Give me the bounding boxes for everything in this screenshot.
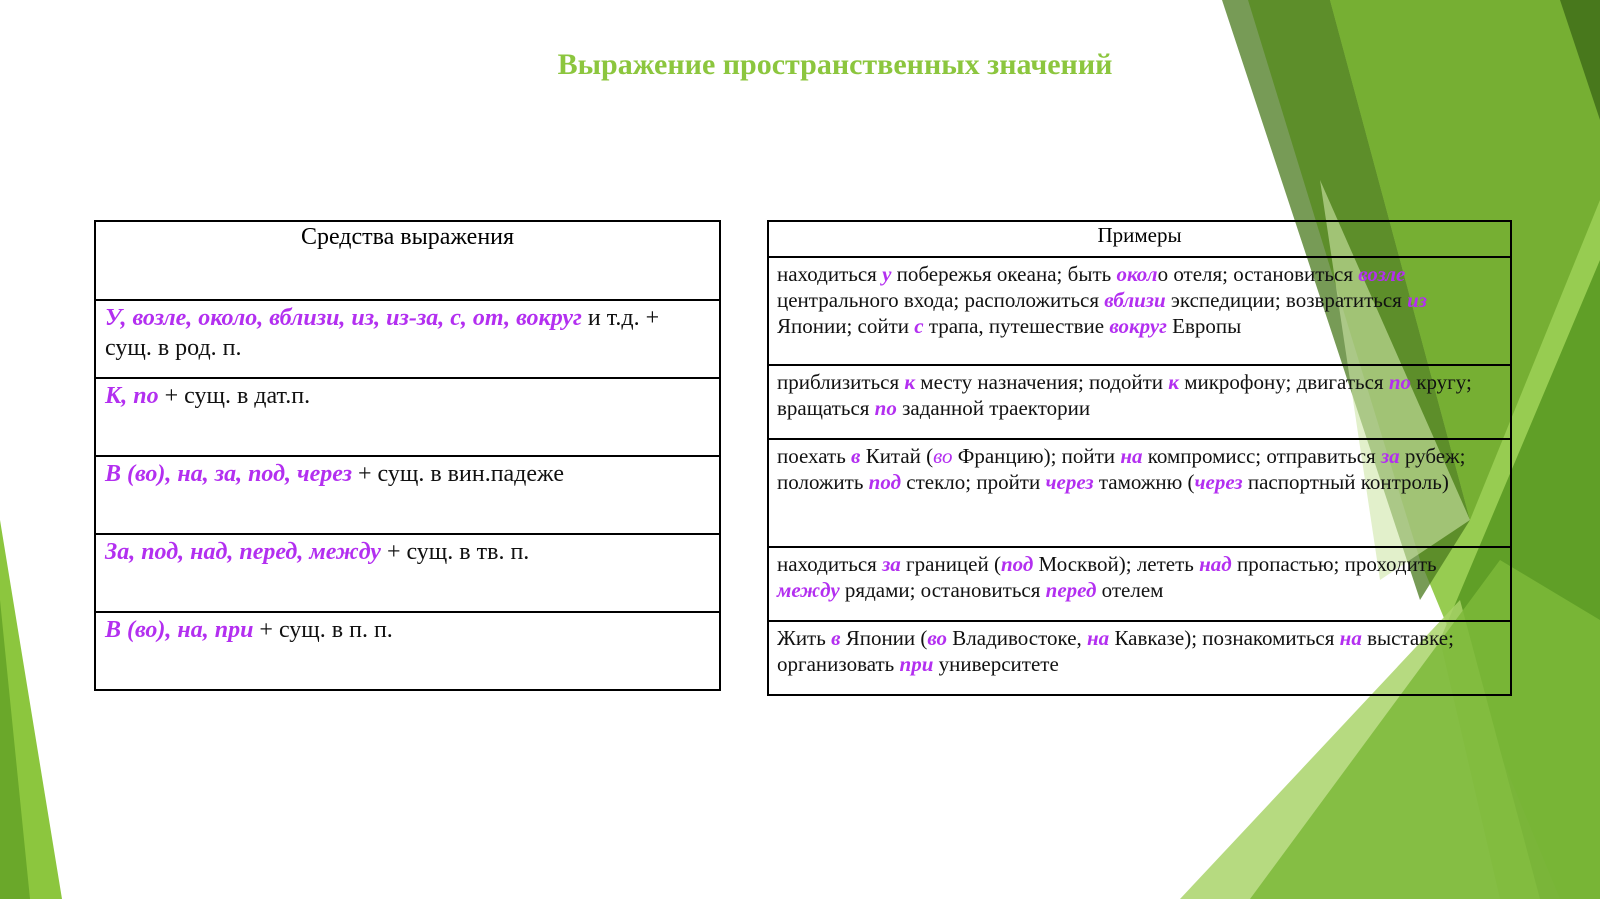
- case-text: + сущ. в вин.падеже: [351, 461, 564, 487]
- example-text: находиться: [777, 552, 883, 576]
- example-text: побережья океана; быть: [891, 262, 1117, 286]
- means-row: [95, 612, 720, 690]
- preposition-highlight: через: [1194, 470, 1243, 494]
- example-text: кругу; вращаться: [777, 370, 1472, 420]
- preposition-highlight: окол: [1116, 262, 1158, 286]
- examples-cell: [768, 365, 1511, 439]
- means-cell: [95, 534, 720, 612]
- example-text: экспедиции; возвратиться: [1165, 288, 1408, 312]
- means-row: [95, 300, 720, 378]
- preposition-highlight: вблизи: [1104, 288, 1166, 312]
- example-text: Москвой); лететь: [1033, 552, 1200, 576]
- means-cell: [95, 612, 720, 690]
- preposition-highlight: при: [899, 652, 934, 676]
- prepositions-text: В (во), на, при: [105, 617, 254, 643]
- case-text: + сущ. в тв. п.: [380, 539, 530, 565]
- example-text: Японии; сойти: [777, 314, 915, 338]
- example-text: границей (: [900, 552, 1001, 576]
- example-text: Кавказе); познакомиться: [1109, 626, 1340, 650]
- examples-row: [768, 547, 1511, 621]
- examples-row: [768, 257, 1511, 365]
- example-text: рубеж; положить: [777, 444, 1466, 494]
- example-text: Китай (: [860, 444, 934, 468]
- example-text: Францию); пойти: [952, 444, 1121, 468]
- prepositions-text: За, под, над, перед, между: [105, 539, 381, 565]
- example-text: микрофону; двигаться: [1178, 370, 1389, 394]
- prepositions-text: К, по: [105, 383, 159, 409]
- example-text: о отеля; остановиться: [1157, 262, 1359, 286]
- example-text: компромисс; отправиться: [1142, 444, 1381, 468]
- preposition-highlight: за: [1380, 444, 1400, 468]
- example-text: Европы: [1166, 314, 1242, 338]
- example-text: месту назначения; подойти: [915, 370, 1169, 394]
- preposition-highlight: на: [1120, 444, 1143, 468]
- examples-cell: [768, 439, 1511, 547]
- example-text: таможню (: [1093, 470, 1195, 494]
- preposition-highlight: перед: [1045, 578, 1097, 602]
- examples-cell: [768, 547, 1511, 621]
- preposition-highlight: под: [868, 470, 901, 494]
- preposition-highlight: во: [927, 626, 948, 650]
- preposition-highlight: в: [851, 444, 861, 468]
- example-text: пропастью; проходить: [1231, 552, 1437, 576]
- examples-row: [768, 621, 1511, 695]
- example-text: рядами; остановиться: [839, 578, 1046, 602]
- example-text: трапа, путешествие: [923, 314, 1110, 338]
- examples-table-header-row: [768, 221, 1511, 257]
- preposition-highlight: вокруг: [1109, 314, 1167, 338]
- means-row: [95, 378, 720, 456]
- preposition-highlight: к: [1168, 370, 1179, 394]
- preposition-highlight: между: [777, 578, 840, 602]
- preposition-highlight: по: [1388, 370, 1411, 394]
- example-text: выставке; организовать: [777, 626, 1454, 676]
- example-text: Владивостоке,: [947, 626, 1088, 650]
- means-cell: [95, 456, 720, 534]
- examples-row: [768, 439, 1511, 547]
- case-text: + сущ. в п. п.: [253, 617, 393, 643]
- preposition-highlight: через: [1045, 470, 1094, 494]
- preposition-highlight: по: [874, 396, 897, 420]
- preposition-highlight: во: [933, 444, 953, 468]
- example-text: центрального входа; расположиться: [777, 288, 1105, 312]
- preposition-highlight: к: [904, 370, 916, 394]
- preposition-highlight: на: [1339, 626, 1362, 650]
- preposition-highlight: над: [1199, 552, 1232, 576]
- means-cell: [95, 378, 720, 456]
- means-row: [95, 534, 720, 612]
- means-cell: [95, 300, 720, 378]
- example-text: Японии (: [840, 626, 928, 650]
- example-text: Жить: [777, 626, 832, 650]
- preposition-highlight: с: [914, 314, 924, 338]
- preposition-highlight: под: [1000, 552, 1034, 576]
- example-text: университете: [933, 652, 1059, 676]
- examples-row: [768, 365, 1511, 439]
- examples-cell: [768, 257, 1511, 365]
- slide-title: Выражение пространственных значений: [557, 48, 1113, 81]
- preposition-highlight: из: [1407, 288, 1427, 312]
- example-text: приблизиться: [777, 370, 905, 394]
- means-table: [94, 220, 721, 691]
- preposition-highlight: возле: [1358, 262, 1406, 286]
- examples-cell: [768, 621, 1511, 695]
- means-table-header: Средства выражения: [95, 221, 720, 300]
- preposition-highlight: за: [882, 552, 901, 576]
- example-text: стекло; пройти: [901, 470, 1046, 494]
- preposition-highlight: в: [831, 626, 841, 650]
- example-text: поехать: [777, 444, 852, 468]
- means-table-header-row: [95, 221, 720, 300]
- means-row: [95, 456, 720, 534]
- preposition-highlight: у: [882, 262, 892, 286]
- examples-table-header: Примеры: [768, 221, 1511, 257]
- case-text: и т.д. + сущ. в род. п.: [105, 305, 660, 361]
- prepositions-text: В (во), на, за, под, через: [105, 461, 352, 487]
- example-text: отелем: [1096, 578, 1164, 602]
- case-text: + сущ. в дат.п.: [158, 383, 311, 409]
- prepositions-text: У, возле, около, вблизи, из, из-за, с, от, вокруг: [105, 305, 582, 331]
- example-text: заданной траектории: [896, 396, 1091, 420]
- preposition-highlight: на: [1087, 626, 1110, 650]
- examples-table: [767, 220, 1512, 696]
- example-text: паспортный контроль): [1242, 470, 1449, 494]
- example-text: находиться: [777, 262, 883, 286]
